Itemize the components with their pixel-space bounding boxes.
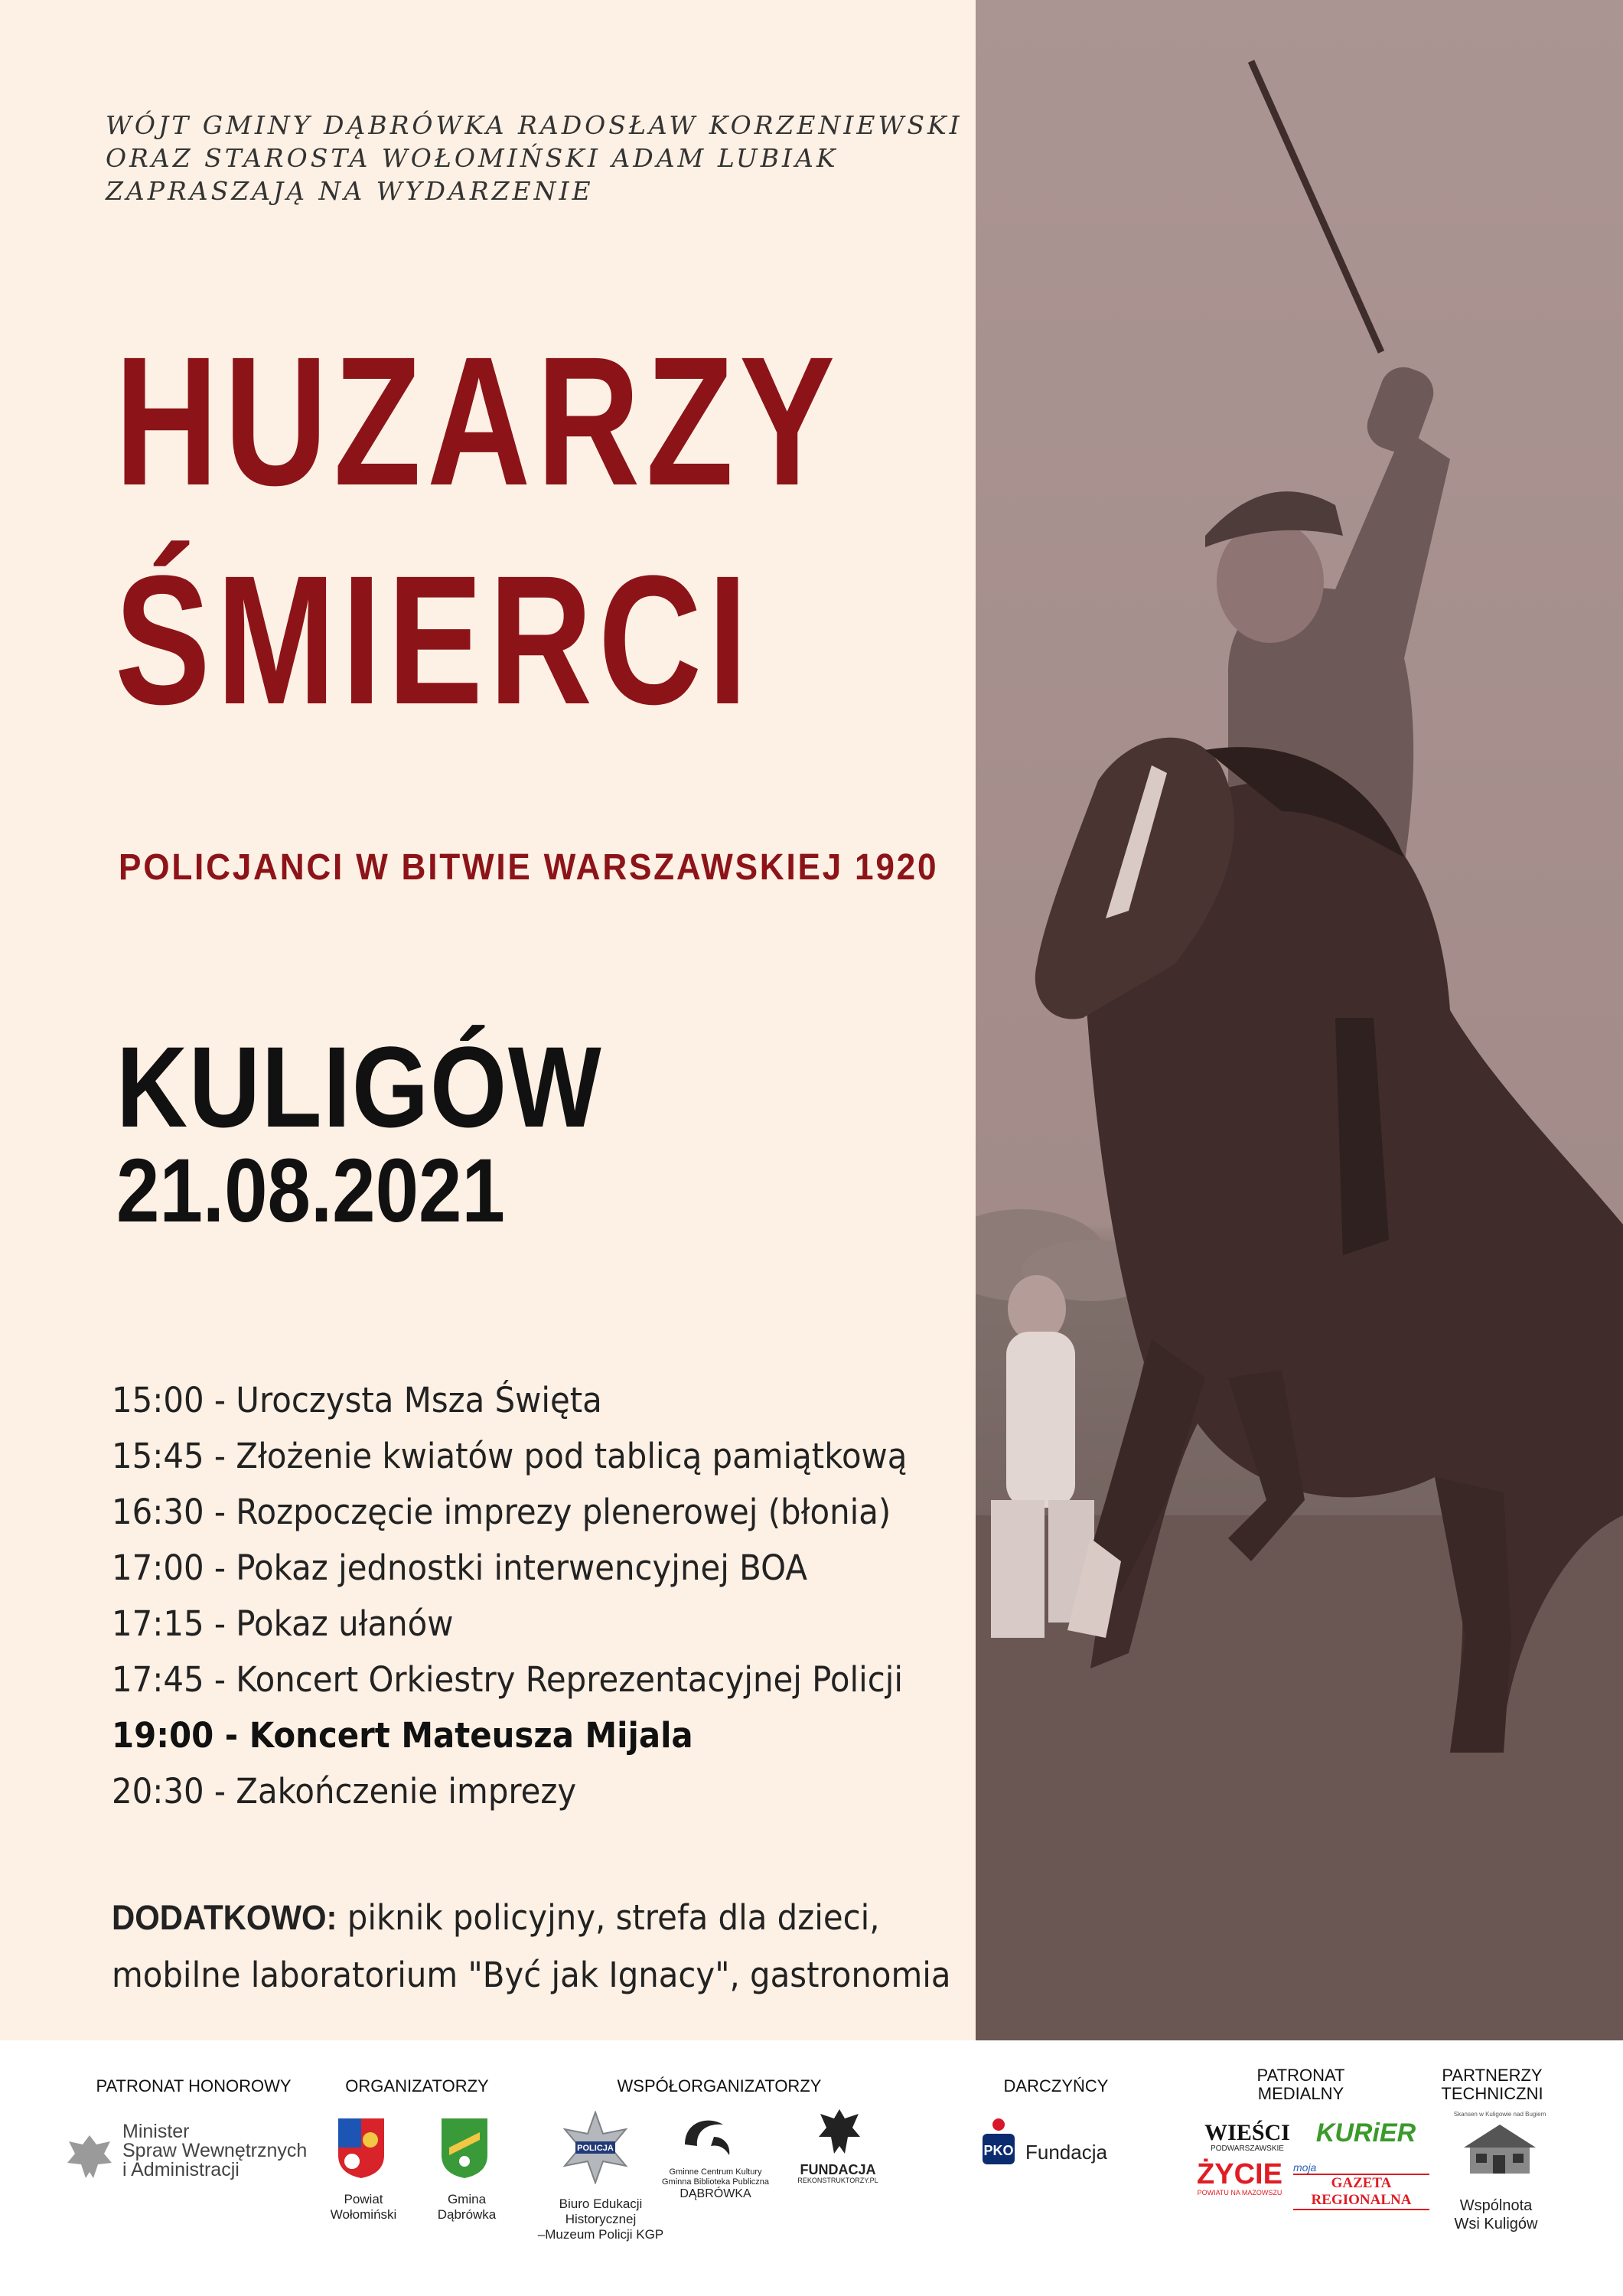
biuro-line: –Muzeum Policji KGP: [537, 2227, 664, 2242]
pko-logo-icon: [979, 2117, 1018, 2166]
kuligow-line: Wsi Kuligów: [1454, 2216, 1538, 2232]
gmina-line: Dąbrówka: [437, 2207, 497, 2222]
schedule-item: 20:30 - Zakończenie imprezy: [112, 1771, 577, 1812]
heading-patronat-medialny: [1224, 2066, 1377, 2103]
mswia-line: Spraw Wewnętrznych: [122, 2140, 308, 2161]
mswia-line: i Administracji: [122, 2159, 240, 2180]
heading-organizatorzy: ORGANIZATORZY: [345, 2076, 489, 2095]
schedule-item: 16:30 - Rozpoczęcie imprezy plenerowej (błonia): [112, 1492, 891, 1532]
fundacja-line: FUNDACJA: [800, 2162, 876, 2177]
mswia-logo-text: [122, 2122, 321, 2180]
event-subtitle: POLICJANCI W BITWIE WARSZAWSKIEJ 1920: [119, 847, 939, 888]
gck-logo-icon: [677, 2114, 738, 2160]
invitation-line: ZAPRASZAJĄ NA WYDARZENIE: [106, 176, 594, 206]
heading-patronat-medialny-1: PATRONAT: [1256, 2066, 1345, 2085]
mswia-line: Minister: [122, 2121, 190, 2142]
invitation-header: [106, 109, 963, 207]
eagle-emblem-icon: [63, 2131, 116, 2184]
skansen-caption: Skansen w Kuligowie nad Bugiem: [1453, 2111, 1546, 2118]
gck-label: [658, 2167, 773, 2201]
powiat-line: Wołomiński: [330, 2207, 397, 2222]
heading-patronat-honorowy: PATRONAT HONOROWY: [96, 2076, 292, 2095]
gazeta-logo: GAZETA REGIONALNA: [1293, 2174, 1429, 2210]
zycie-logo: ŻYCIE: [1197, 2158, 1282, 2190]
schedule-item: 17:15 - Pokaz ułanów: [112, 1603, 454, 1644]
event-date: 21.08.2021: [116, 1140, 505, 1241]
wooden-house-icon: [1458, 2122, 1542, 2175]
zycie-sub: POWIATU NA MAZOWSZU: [1197, 2189, 1282, 2197]
event-place: KULIGÓW: [116, 1022, 603, 1151]
schedule-item: 17:45 - Koncert Orkiestry Reprezentacyjnej Policji: [112, 1659, 904, 1700]
fundacja-eagle-icon: [813, 2106, 866, 2160]
wiesci-logo: WIEŚCI: [1204, 2120, 1290, 2145]
gck-line: Gminne Centrum Kultury: [669, 2167, 762, 2177]
gmina-line: Gmina: [447, 2192, 487, 2206]
police-badge-text: POLICJA: [577, 2144, 614, 2153]
invitation-line: WÓJT GMINY DĄBRÓWKA RADOSŁAW KORZENIEWSKI: [106, 110, 963, 140]
heading-patronat-medialny-2: MEDIALNY: [1257, 2084, 1344, 2103]
pko-fundacja-label: Fundacja: [1025, 2141, 1107, 2164]
heading-partnerzy-1: PARTNERZY: [1442, 2066, 1543, 2085]
additional-attractions: [112, 1889, 951, 2004]
kuligow-line: Wspólnota: [1459, 2197, 1533, 2214]
biuro-line: Biuro Edukacji: [559, 2197, 643, 2211]
extra-label: DODATKOWO:: [112, 1898, 337, 1937]
hussar-photo: [976, 0, 1623, 2040]
biuro-line: Historycznej: [565, 2212, 637, 2226]
heading-darczyncy: DARCZYŃCY: [1003, 2076, 1109, 2095]
coat-of-arms-gmina-icon: [440, 2117, 489, 2180]
extra-text-1: piknik policyjny, strefa dla dzieci,: [337, 1897, 880, 1938]
kurier-logo: KURiER: [1315, 2118, 1416, 2148]
gazeta-small: moja: [1293, 2161, 1317, 2174]
police-star-icon: [559, 2111, 632, 2184]
schedule-item-highlight: 19:00 - Koncert Mateusza Mijala: [112, 1715, 693, 1756]
heading-wspolorganizatorzy: WSPÓŁORGANIZATORZY: [617, 2076, 822, 2095]
heading-partnerzy-2: TECHNICZNI: [1441, 2084, 1543, 2103]
kuligow-community-label: [1431, 2197, 1561, 2233]
extra-text-2: mobilne laboratorium "Być jak Ignacy", gastronomia: [112, 1955, 951, 1995]
schedule-item: 17:00 - Pokaz jednostki interwencyjnej BOA: [112, 1548, 807, 1588]
schedule-item: 15:45 - Złożenie kwiatów pod tablicą pamiątkową: [112, 1436, 908, 1476]
powiat-line: Powiat: [344, 2192, 383, 2206]
event-title-line-1: HUZARZY: [115, 318, 841, 523]
gck-line: Gminna Biblioteka Publiczna: [661, 2177, 770, 2187]
coat-of-arms-powiat-icon: [337, 2117, 386, 2180]
extra-line-1: [112, 1889, 916, 1946]
biuro-label: [536, 2197, 666, 2242]
schedule-list: [112, 1372, 969, 1819]
gck-line: DĄBRÓWKA: [680, 2187, 751, 2200]
schedule-item: 15:00 - Uroczysta Msza Święta: [112, 1380, 602, 1420]
powiat-label: [321, 2192, 406, 2223]
horseman-illustration: [976, 0, 1623, 2040]
invitation-line: ORAZ STAROSTA WOŁOMIŃSKI ADAM LUBIAK: [106, 143, 839, 173]
fundacja-line: REKONSTRUKTORZY.PL: [797, 2177, 878, 2184]
event-title-line-2: ŚMIERCI: [115, 537, 754, 742]
svg-text:PKO: PKO: [983, 2143, 1014, 2158]
wiesci-sub: PODWARSZAWSKIE: [1211, 2144, 1284, 2153]
gmina-label: [425, 2192, 509, 2223]
heading-partnerzy: [1416, 2066, 1569, 2103]
fundacja-label: [788, 2163, 888, 2185]
